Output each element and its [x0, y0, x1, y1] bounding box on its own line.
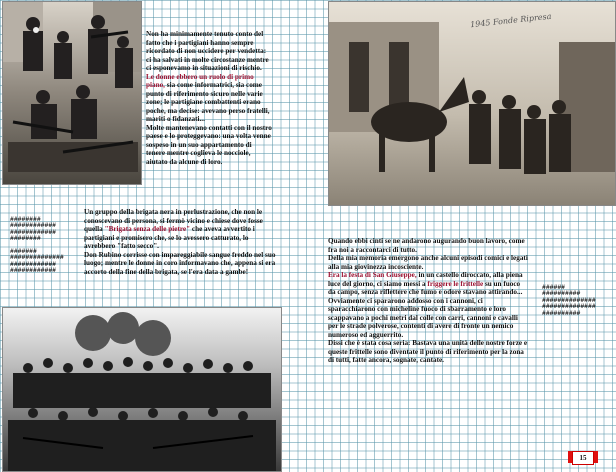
highlight-text: Le donne ebbero un ruolo di primo piano,	[146, 72, 254, 89]
photo-partisans-large-group	[2, 307, 282, 472]
paragraph: Ovviamente ci spararono addosso con i cannoni, ci sparacchiarono con micheline fuoco di sbarramento e loro scappavano a pochi metri dal colle con carri, cannoni e cavalli per le strade polverose, contenti di avere di fronte un nemico numeroso ed agguerrito.	[328, 296, 518, 339]
paragraph: Della mia memoria emergono anche alcuni episodi comici e legati alla mia giovinezza incosciente.	[328, 254, 528, 271]
paragraph: Molte mantenevano contatti con il nostro paese e lo proteggevano: una volta venne sospeso in un suo appartamento di tenere mentre coglieva le nocciole, aiutato da alcune di loro.	[146, 123, 272, 166]
right-text-column	[328, 237, 528, 365]
hash-block-right: ###### ########## ############## ############## ##########	[542, 284, 596, 317]
highlight-text: "Brigata senza delle pietre"	[104, 225, 191, 233]
paragraph: Quando ebbi cinti se ne andarono augurando buon lavoro, come fra noi a raccontarci di tutto.	[328, 237, 525, 254]
hash-block-left: ######## ############ ############ ######## ####### ############## ############ ############	[10, 216, 64, 275]
paragraph: Dissi che è stata cosa seria: Bastava una unità delle nostre forze e queste frittelle sono diventate il punto di riferimento per la zona di tutti, fatte ancora, sognate, cantate.	[328, 339, 528, 364]
paragraph: Un gruppo della brigata nera in perlustrazione, che non le conoscevano di persona, si fermò vicino e chiese dove fosse quella "Brigata senza delle pietre" che aveva avvertito i partigiani e promisero che, se lo avessero catturato, lo avrebbero "fatto secco".	[84, 208, 263, 250]
paragraph: Don Rubino corrisse con impareggiabile sangue freddo nel suo luogo; mentre le donne in coro informavano che, appena si era accorto della fine della brigata, se l'era data a gambe!	[84, 250, 276, 276]
photo-partisans-group-top	[2, 1, 142, 185]
photo-handwritten-caption: 1945 Fonde Ripresa	[469, 11, 552, 30]
paragraph: Le donne ebbero un ruolo di primo piano, sia come informatrici, sia come punto di riferimento sicuro nelle varie zone; le partigiane combattenti erano poche, ma decise: avevano perso fratelli, mariti o fidanzati...	[146, 72, 270, 123]
page-number-badge	[568, 451, 598, 463]
left-text-column-lower	[84, 208, 280, 276]
paragraph: Non ha minimamente tenuto conto del fatto che i partigiani hanno sempre ricordato di non uccidere per vendetta: ci ha salvati in molte circostanze mentre ci esponevamo in situazioni di rischio.	[146, 30, 269, 72]
photo-partisans-horse	[328, 1, 616, 206]
highlight-text: friggere le frittelle	[427, 279, 484, 288]
paragraph: Era la festa di San Giuseppe, in un castello diroccato, alla piena luce del giorno, ci siamo messi a friggere le frittelle su un fuoco da campo, senza riflettere che fumo e odore stavano attirando...	[328, 271, 523, 296]
left-text-column	[146, 30, 272, 166]
page-number: 15	[572, 451, 594, 465]
highlight-text: Era la festa di San Giuseppe,	[328, 271, 417, 279]
